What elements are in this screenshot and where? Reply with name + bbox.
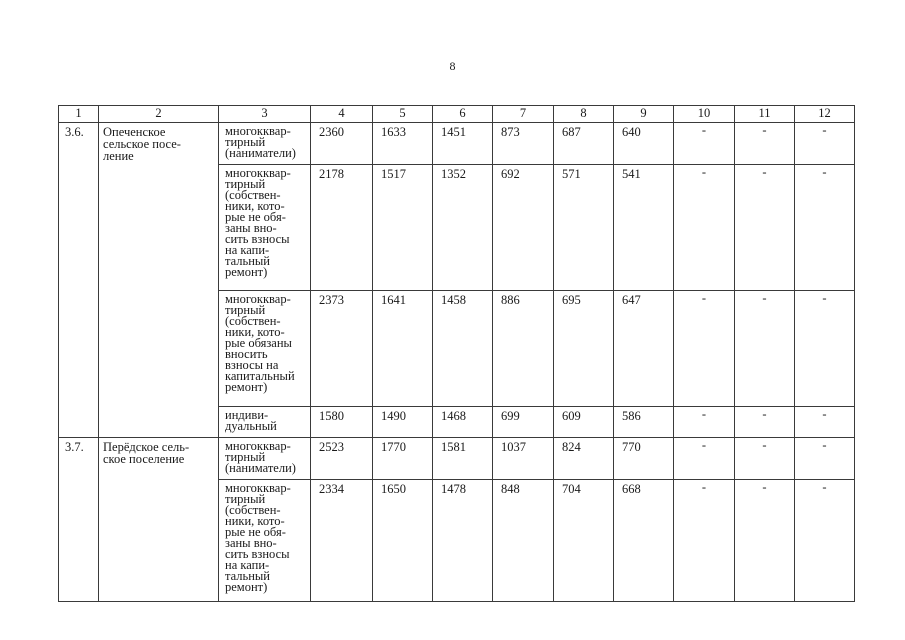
housing-type-line: заны вно- <box>225 536 277 550</box>
housing-type-line: тирный <box>225 492 266 506</box>
housing-type <box>219 407 311 438</box>
settlement-name-line: ское поселение <box>103 452 185 466</box>
housing-type-line: сить взносы <box>225 547 290 561</box>
value-cell: 873 <box>493 123 554 165</box>
housing-type <box>219 123 311 165</box>
empty-value-cell: - <box>795 291 855 407</box>
value-cell: 1490 <box>373 407 433 438</box>
housing-type-line: тальный <box>225 569 270 583</box>
empty-value-cell: - <box>795 123 855 165</box>
value-cell: 1468 <box>433 407 493 438</box>
empty-value-cell: - <box>735 438 795 480</box>
section-code: 3.7. <box>59 438 99 602</box>
empty-value-cell: - <box>735 123 795 165</box>
housing-type-line: рые не обя- <box>225 525 286 539</box>
housing-type-line: ремонт) <box>225 265 268 279</box>
housing-type-line: тирный <box>225 135 266 149</box>
housing-type-line: тирный <box>225 303 266 317</box>
value-cell: 1650 <box>373 480 433 602</box>
value-cell: 770 <box>614 438 674 480</box>
value-cell: 1641 <box>373 291 433 407</box>
housing-type-line: ники, кото- <box>225 514 285 528</box>
empty-value-cell: - <box>795 165 855 291</box>
settlement-name-line: сельское посе- <box>103 137 181 151</box>
header-cell: 8 <box>554 106 614 123</box>
header-cell: 6 <box>433 106 493 123</box>
value-cell: 2178 <box>311 165 373 291</box>
housing-type-line: многокквар- <box>225 166 291 180</box>
header-row <box>59 106 855 123</box>
value-cell: 824 <box>554 438 614 480</box>
housing-type-line: индиви- <box>225 408 269 422</box>
housing-type-line: заны вно- <box>225 221 277 235</box>
header-cell: 1 <box>59 106 99 123</box>
value-cell: 2360 <box>311 123 373 165</box>
settlement-name <box>99 123 219 438</box>
housing-type-line: тальный <box>225 254 270 268</box>
header-cell: 9 <box>614 106 674 123</box>
value-cell: 2373 <box>311 291 373 407</box>
housing-type-line: дуальный <box>225 419 277 433</box>
housing-type-line: взносы на <box>225 358 279 372</box>
housing-type-line: на капи- <box>225 558 270 572</box>
empty-value-cell: - <box>735 407 795 438</box>
value-cell: 848 <box>493 480 554 602</box>
header-cell: 5 <box>373 106 433 123</box>
header-cell: 4 <box>311 106 373 123</box>
header-cell: 7 <box>493 106 554 123</box>
housing-type-line: (наниматели) <box>225 146 296 160</box>
value-cell: 1451 <box>433 123 493 165</box>
value-cell: 2523 <box>311 438 373 480</box>
empty-value-cell: - <box>674 438 735 480</box>
housing-type-line: ники, кото- <box>225 325 285 339</box>
header-cell: 3 <box>219 106 311 123</box>
value-cell: 704 <box>554 480 614 602</box>
housing-type-line: ремонт) <box>225 380 268 394</box>
housing-type <box>219 165 311 291</box>
housing-type-line: капитальный <box>225 369 295 383</box>
housing-type-line: многокквар- <box>225 124 291 138</box>
settlement-name-line: ление <box>103 149 134 163</box>
housing-type-line: ремонт) <box>225 580 268 594</box>
value-cell: 699 <box>493 407 554 438</box>
value-cell: 1580 <box>311 407 373 438</box>
table-row <box>59 438 855 480</box>
settlement-name-line: Опеченское <box>103 125 166 139</box>
empty-value-cell: - <box>735 165 795 291</box>
value-cell: 1352 <box>433 165 493 291</box>
empty-value-cell: - <box>795 438 855 480</box>
header-cell: 12 <box>795 106 855 123</box>
empty-value-cell: - <box>674 165 735 291</box>
housing-type-line: многокквар- <box>225 292 291 306</box>
housing-type-line: (собствен- <box>225 503 281 517</box>
header-cell: 10 <box>674 106 735 123</box>
housing-type-line: вносить <box>225 347 268 361</box>
settlement-name <box>99 438 219 602</box>
empty-value-cell: - <box>795 407 855 438</box>
housing-type-line: (собствен- <box>225 314 281 328</box>
value-cell: 692 <box>493 165 554 291</box>
housing-type <box>219 438 311 480</box>
housing-type-line: сить взносы <box>225 232 290 246</box>
tariff-table <box>58 105 855 602</box>
value-cell: 640 <box>614 123 674 165</box>
housing-type-line: ники, кото- <box>225 199 285 213</box>
empty-value-cell: - <box>674 407 735 438</box>
empty-value-cell: - <box>674 480 735 602</box>
housing-type-line: на капи- <box>225 243 270 257</box>
empty-value-cell: - <box>674 291 735 407</box>
housing-type-line: многокквар- <box>225 481 291 495</box>
value-cell: 1770 <box>373 438 433 480</box>
value-cell: 1478 <box>433 480 493 602</box>
value-cell: 647 <box>614 291 674 407</box>
housing-type <box>219 291 311 407</box>
section-code: 3.6. <box>59 123 99 438</box>
housing-type <box>219 480 311 602</box>
value-cell: 541 <box>614 165 674 291</box>
value-cell: 1633 <box>373 123 433 165</box>
page-number: 8 <box>449 59 456 73</box>
housing-type-line: (наниматели) <box>225 461 296 475</box>
value-cell: 1037 <box>493 438 554 480</box>
value-cell: 687 <box>554 123 614 165</box>
housing-type-line: рые обязаны <box>225 336 292 350</box>
housing-type-line: (собствен- <box>225 188 281 202</box>
housing-type-line: многокквар- <box>225 439 291 453</box>
housing-type-line: рые не обя- <box>225 210 286 224</box>
value-cell: 695 <box>554 291 614 407</box>
table-row <box>59 123 855 165</box>
value-cell: 2334 <box>311 480 373 602</box>
housing-type-line: тирный <box>225 450 266 464</box>
value-cell: 886 <box>493 291 554 407</box>
value-cell: 1458 <box>433 291 493 407</box>
empty-value-cell: - <box>735 480 795 602</box>
empty-value-cell: - <box>795 480 855 602</box>
value-cell: 609 <box>554 407 614 438</box>
value-cell: 1517 <box>373 165 433 291</box>
value-cell: 571 <box>554 165 614 291</box>
empty-value-cell: - <box>674 123 735 165</box>
settlement-name-line: Перёдское сель- <box>103 440 190 454</box>
value-cell: 668 <box>614 480 674 602</box>
housing-type-line: тирный <box>225 177 266 191</box>
empty-value-cell: - <box>735 291 795 407</box>
value-cell: 586 <box>614 407 674 438</box>
header-cell: 11 <box>735 106 795 123</box>
header-cell: 2 <box>99 106 219 123</box>
value-cell: 1581 <box>433 438 493 480</box>
